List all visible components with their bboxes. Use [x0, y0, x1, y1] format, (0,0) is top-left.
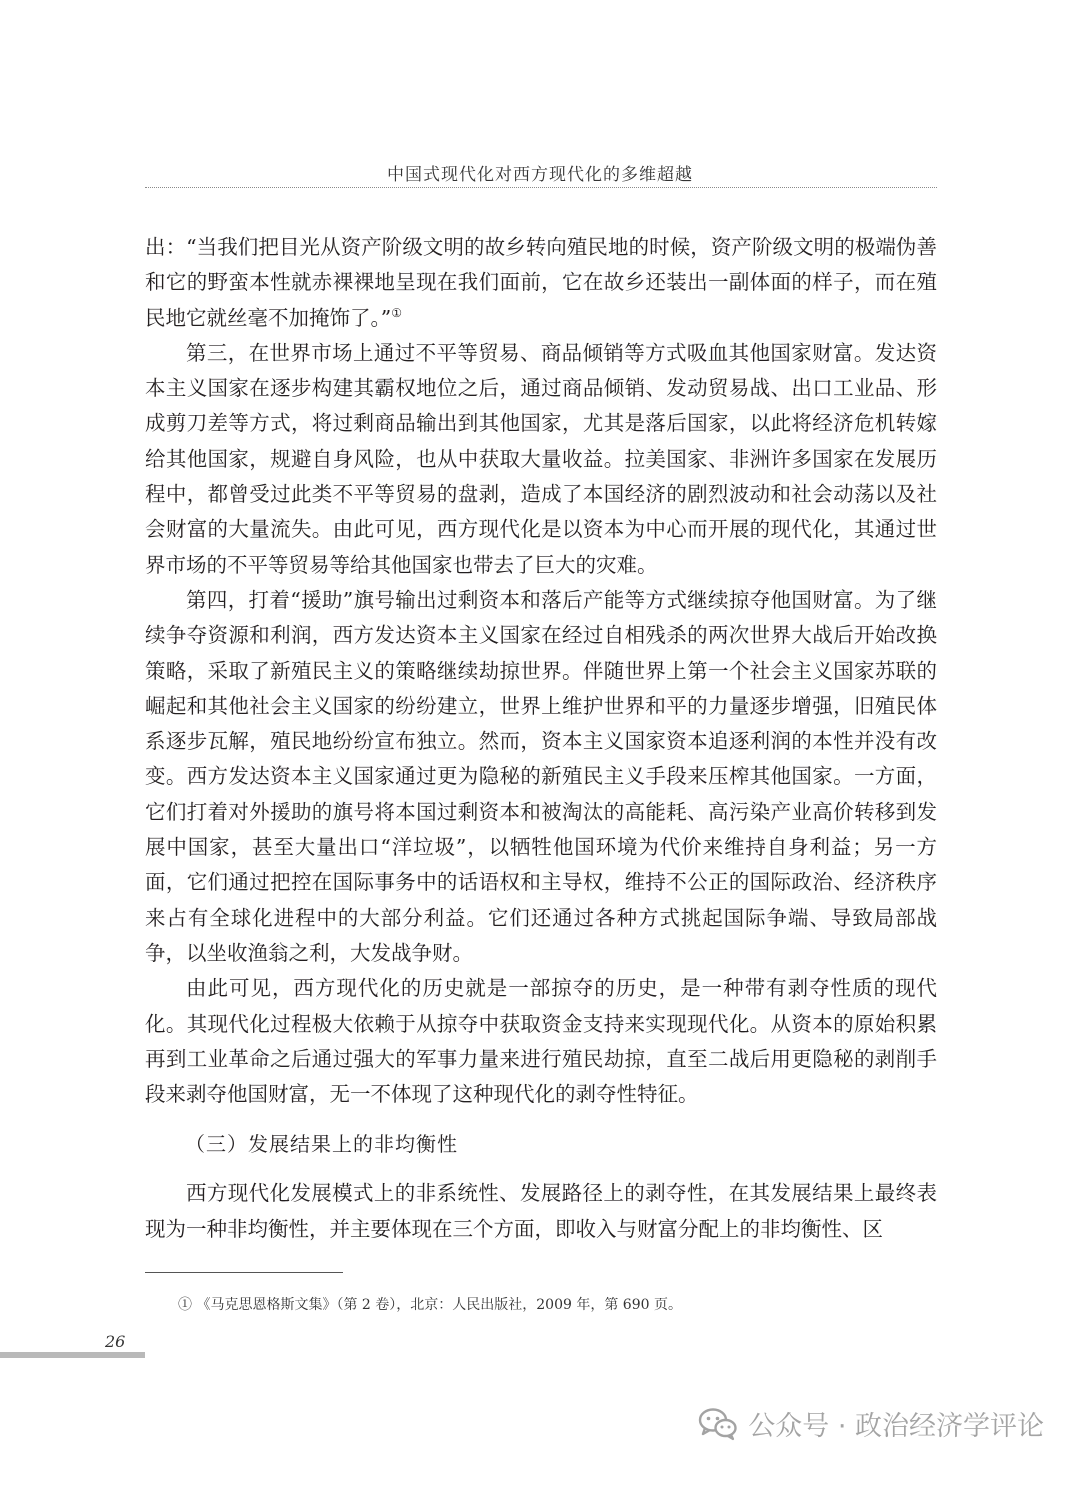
watermark — [698, 1404, 1044, 1443]
section-heading: （三）发展结果上的非均衡性 — [185, 1132, 458, 1157]
paragraph-conclusion: 由此可见，西方现代化的历史就是一部掠夺的历史，是一种带有剥夺性质的现代化。其现代化过程极大依赖于从掠夺中获取资金支持来实现现代化。从资本的原始积累再到工业革命之后通过强大的军事力量来进行殖民劫掠，直至二战后用更隐秘的剥削手段来剥夺他国财富，无一不体现了这种现代化的剥夺性特征。 — [145, 976, 937, 1107]
wechat-icon — [698, 1407, 738, 1441]
paragraph-third-point: 第三，在世界市场上通过不平等贸易、商品倾销等方式吸血其他国家财富。发达资本主义国家在逐步构建其霸权地位之后，通过商品倾销、发动贸易战、出口工业品、形成剪刀差等方式，将过剩商品输出到其他国家，尤其是落后国家，以此将经济危机转嫁给其他国家，规避自身风险，也从中获取大量收益。拉美国家、非洲许多国家在发展历程中，都曾受过此类不平等贸易的盘剥，造成了本国经济的剧烈波动和社会动荡以及社会财富的大量流失。由此可见，西方现代化是以资本为中心而开展的现代化，其通过世界市场的不平等贸易等给其他国家也带去了巨大的灾难。 — [145, 340, 937, 577]
page-number-bar — [0, 1352, 145, 1358]
page-number: 26 — [105, 1332, 126, 1351]
paragraph-section-three: 西方现代化发展模式上的非系统性、发展路径上的剥夺性，在其发展结果上最终表现为一种非均衡性，并主要体现在三个方面，即收入与财富分配上的非均衡性、区 — [145, 1181, 937, 1241]
paragraph-text: 出：“当我们把目光从资产阶级文明的故乡转向殖民地的时候，资产阶级文明的极端伪善和它的野蛮本性就赤裸裸地呈现在我们面前，它在故乡还装出一副体面的样子，而在殖民地它就丝毫不加掩饰了。” — [145, 235, 937, 330]
footnote-reference[interactable]: ① — [391, 305, 402, 320]
paragraph-fourth-point: 第四，打着“援助”旗号输出过剩资本和落后产能等方式继续掠夺他国财富。为了继续争夺资源和利润，西方发达资本主义国家在经过自相残杀的两次世界大战后开始改换策略，采取了新殖民主义的策略继续劫掠世界。伴随世界上第一个社会主义国家苏联的崛起和其他社会主义国家的纷纷建立，世界上维护世界和平的力量逐步增强，旧殖民体系逐步瓦解，殖民地纷纷宣布独立。然而，资本主义国家资本追逐利润的本性并没有改变。西方发达资本主义国家通过更为隐秘的新殖民主义手段来压榨其他国家。一方面，它们打着对外援助的旗号将本国过剩资本和被淘汰的高能耗、高污染产业高价转移到发展中国家，甚至大量出口“洋垃圾”，以牺牲他国环境为代价来维持自身利益；另一方面，它们通过把控在国际事务中的话语权和主导权，维持不公正的国际政治、经济秩序来占有全球化进程中的大部分利益。它们还通过各种方式挑起国际争端、导致局部战争，以坐收渔翁之利，大发战争财。 — [145, 587, 937, 965]
paragraph-quote-continuation — [145, 230, 937, 336]
main-text — [145, 230, 937, 1247]
watermark-text: 公众号 · 政治经济学评论 — [748, 1411, 1044, 1442]
footnote: ① 《马克思恩格斯文集》（第 2 卷），北京：人民出版社，2009 年，第 690 页。 — [178, 1297, 682, 1313]
running-header: 中国式现代化对西方现代化的多维超越 — [387, 165, 693, 185]
header-divider — [145, 187, 937, 188]
footnote-divider — [145, 1272, 343, 1273]
